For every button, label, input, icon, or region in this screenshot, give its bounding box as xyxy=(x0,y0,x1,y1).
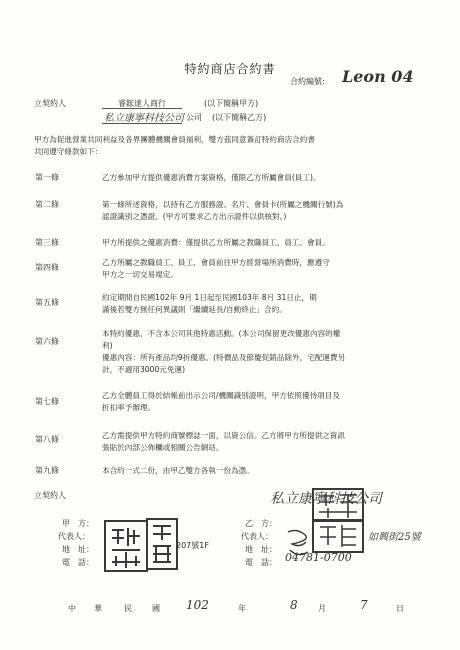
party-b-phone-value: 04781-0700 xyxy=(285,551,352,564)
article-4-text xyxy=(102,257,432,281)
article-7-text xyxy=(102,390,432,414)
party-a-seal-small xyxy=(146,518,178,570)
date-year: 102 xyxy=(186,598,209,612)
article-line: 優惠內容：所有產品均9折優惠。(特價品及節慶促銷品除外，宅配運費另 xyxy=(102,353,346,362)
date-year-unit: 年 xyxy=(238,604,246,613)
article-5-text xyxy=(102,292,432,316)
article-6-label: 第六條 xyxy=(35,337,59,346)
article-line: 本特約優惠，不含本公司其他特惠活動。(本公司保留更改優惠內容的權 xyxy=(102,329,341,338)
party-b-rep-label: 代表人： xyxy=(241,532,273,541)
party-a-address-label: 地 址： xyxy=(62,545,94,554)
party-b-address-fragment: 如興街25號 xyxy=(368,532,421,543)
party-b-company-suffix: 公司 xyxy=(186,113,202,122)
article-line: 第一條所述資格，以持有乙方服務證、名片、會員卡(所屬之機關行號)為 xyxy=(102,200,344,209)
party-b-label: 乙 方： xyxy=(245,519,277,528)
article-line: 乙方需提供甲方特約商號標誌一面，以資公信。乙方將甲方所提供之資訊 xyxy=(102,431,345,440)
article-line: 乙方全體員工得於結帳前出示公司/機關識別證明，甲方依照優待項目及 xyxy=(102,391,340,400)
article-line: 折扣率予辦理。 xyxy=(102,403,156,412)
date-day-unit: 日 xyxy=(396,604,404,613)
contract-number-value: Leon 04 xyxy=(342,67,414,86)
date-era-1: 中 xyxy=(68,604,76,613)
article-line: 乙方所屬之教職員工、員工、會員前往甲方經營場所消費時，應遵守 xyxy=(102,258,330,267)
article-1-text xyxy=(102,172,432,184)
date-day: 7 xyxy=(360,598,368,612)
signature-label: 立契約人 xyxy=(34,491,66,500)
article-3-label: 第三條 xyxy=(35,238,59,247)
article-line: 本合約一式二份，由甲乙雙方各執一份為憑。 xyxy=(102,466,254,475)
article-line: 滿後若雙方無任何異議則「繼續延長/自動終止」合約。 xyxy=(102,305,287,314)
intro-line-1: 甲方為促進營業共同利益及各界團體機關會員福利，雙方茲同意簽訂特約商店合約書 xyxy=(34,135,315,144)
party-a-note: (以下簡稱甲方) xyxy=(204,99,259,108)
article-4-label: 第四條 xyxy=(35,263,59,272)
article-line: 甲方之一切交易規定。 xyxy=(102,270,178,279)
date-era-4: 國 xyxy=(152,604,160,613)
party-b-company-signature: 私立康寧科技公司 xyxy=(270,491,382,507)
article-1-label: 第一條 xyxy=(35,173,59,182)
intro-line-2: 共同遵守條款如下： xyxy=(34,147,103,156)
party-b-address-label: 地 址： xyxy=(245,545,277,554)
article-line: 乙方參加甲方提供優惠消費方案資格，僅限乙方所屬會員(員工)。 xyxy=(102,173,321,182)
article-line: 張貼於內部公佈欄或相關公告網站。 xyxy=(102,443,224,452)
article-9-label: 第九條 xyxy=(35,466,59,475)
article-2-label: 第二條 xyxy=(35,200,59,209)
article-line: 認證識別之憑證。(甲方可要求乙方出示證件以供核對。) xyxy=(102,212,287,221)
party-b-underline xyxy=(102,123,182,124)
date-era-3: 民 xyxy=(124,604,132,613)
party-label: 立契約人 xyxy=(34,99,66,108)
date-month: 8 xyxy=(290,598,298,612)
article-8-text xyxy=(102,430,432,454)
article-3-text xyxy=(102,237,432,249)
article-5-label: 第五條 xyxy=(35,298,59,307)
party-b-name: 私立康寧科技公司 xyxy=(104,113,184,124)
date-month-unit: 月 xyxy=(318,604,326,613)
article-line: 利) xyxy=(102,341,113,350)
contract-number-label: 合約編號: xyxy=(290,77,325,86)
article-2-text xyxy=(102,199,432,223)
party-a-name: 睿鋐達人商行 xyxy=(118,99,166,108)
article-9-text xyxy=(102,465,432,477)
article-line: 計，不適用3000元免運) xyxy=(102,365,186,374)
party-a-rep-label: 代表人： xyxy=(58,532,90,541)
party-a-address-fragment: 207號1F xyxy=(176,541,209,550)
party-b-phone-label: 電 話： xyxy=(245,558,277,567)
party-a-label: 甲 方： xyxy=(62,519,94,528)
date-era-2: 華 xyxy=(94,604,102,613)
article-line: 甲方所提供之優惠消費：僅提供乙方所屬之教職員工、員工、會員。 xyxy=(102,238,330,247)
party-b-note: (以下簡稱乙方) xyxy=(212,113,267,122)
party-a-phone-label: 電 話： xyxy=(62,558,94,567)
article-7-label: 第七條 xyxy=(35,397,59,406)
party-b-seal-top xyxy=(312,488,364,522)
document-title: 特約商店合約書 xyxy=(184,62,276,76)
party-b-seal-bottom xyxy=(312,519,364,553)
party-a-seal-large xyxy=(104,520,148,572)
article-line: 約定期間自民國102年 9月 1日起至民國103年 8月 31日止，期 xyxy=(102,293,317,302)
article-8-label: 第八條 xyxy=(35,435,59,444)
article-6-text xyxy=(102,328,432,376)
